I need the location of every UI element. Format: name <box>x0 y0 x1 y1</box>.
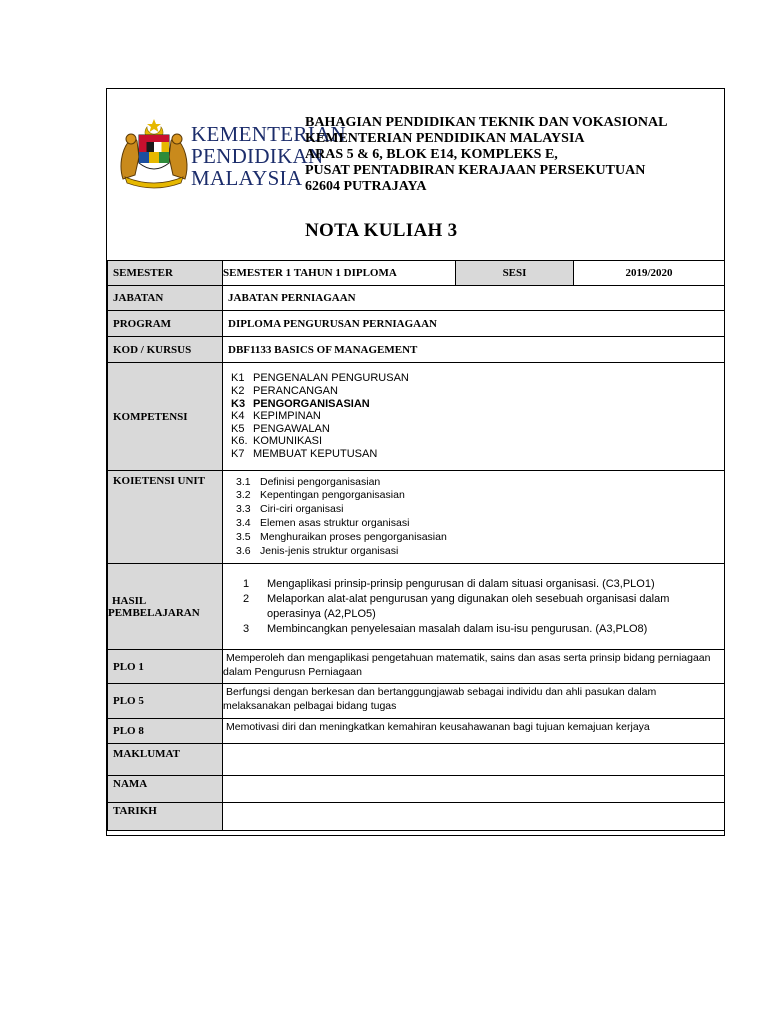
nama-label: NAMA <box>108 776 223 803</box>
lecture-note-sheet <box>106 88 725 836</box>
hasil-cell <box>223 564 725 650</box>
plo5-cell <box>223 684 725 719</box>
address-line: 62604 PUTRAJAYA <box>305 179 427 194</box>
plo8-label: PLO 8 <box>108 719 223 744</box>
list-item: 3.5 Menghuraikan proses pengorganisasian <box>236 530 447 543</box>
sesi-value: 2019/2020 <box>574 261 725 286</box>
sesi-label: SESI <box>456 261 574 286</box>
maklumat-field <box>223 744 725 776</box>
plo8-text: Memotivasi diri dan meningkatkan kemahiran keusahawanan bagi tujuan kemajuan kerjaya <box>226 721 650 733</box>
list-item: K6. KOMUNIKASI <box>231 435 323 448</box>
kompetensi-list <box>223 370 724 462</box>
hasil-label-line2: PEMBELAJARAN <box>108 606 200 619</box>
kompetensi-label: KOMPETENSI <box>108 363 223 471</box>
coat-of-arms-icon <box>117 117 191 189</box>
tarikh-field <box>223 803 725 831</box>
logo-text-line3: MALAYSIA <box>191 166 303 190</box>
list-item: 2 Melaporkan alat-alat pengurusan yang digunakan oleh sesebuah organisasi dalam operasinya (A2,PLO5) <box>243 592 670 620</box>
program-label: PROGRAM <box>108 311 223 337</box>
address-line: ARAS 5 & 6, BLOK E14, KOMPLEKS E, <box>305 147 558 162</box>
plo1-cell <box>223 650 725 684</box>
nama-field <box>223 776 725 803</box>
list-item: 3.3 Ciri-ciri organisasi <box>236 503 344 516</box>
hasil-list <box>223 573 724 641</box>
logo-text-line1: KEMENTERIAN <box>191 122 346 146</box>
kursus-label: KOD / KURSUS <box>108 337 223 363</box>
list-item: 1 Mengaplikasi prinsip-prinsip pengurusan di dalam situasi organisasi. (C3,PLO1) <box>243 577 655 590</box>
program-value: DIPLOMA PENGURUSAN PERNIAGAAN <box>223 311 725 337</box>
plo1-text: Memperoleh dan mengaplikasi pengetahuan matematik, sains dan asas serta prinsip bidang perniagaan dalam Pengurusn Perniagaan <box>223 652 711 678</box>
jabatan-value: JABATAN PERNIAGAAN <box>223 286 725 311</box>
semester-label: SEMESTER <box>108 261 223 286</box>
list-item-current: K3 PENGORGANISASIAN <box>231 397 370 410</box>
plo1-label: PLO 1 <box>108 650 223 684</box>
ministry-address <box>305 115 725 195</box>
plo5-text: Berfungsi dengan berkesan dan bertanggungjawab sebagai individu dan ahli pasukan dalam melaksanakan pelbagai bidang tugas <box>223 686 657 712</box>
address-line: KEMENTERIAN PENDIDIKAN MALAYSIA <box>305 131 585 146</box>
list-item: K1 PENGENALAN PENGURUSAN <box>231 372 409 385</box>
semester-value: SEMESTER 1 TAHUN 1 DIPLOMA <box>223 261 456 286</box>
document-title: NOTA KULIAH 3 <box>305 220 458 241</box>
list-item: K4 KEPIMPINAN <box>231 410 321 423</box>
plo8-cell <box>223 719 725 744</box>
unit-label: KOIETENSI UNIT <box>108 471 223 564</box>
list-item: K7 MEMBUAT KEPUTUSAN <box>231 447 378 460</box>
ministry-logo <box>117 117 346 190</box>
list-item: K2 PERANCANGAN <box>231 385 338 398</box>
maklumat-label: MAKLUMAT <box>108 744 223 776</box>
kursus-value: DBF1133 BASICS OF MANAGEMENT <box>223 337 725 363</box>
logo-text-line2: PENDIDIKAN <box>191 144 324 168</box>
jabatan-label: JABATAN <box>108 286 223 311</box>
list-item: 3.4 Elemen asas struktur organisasi <box>236 517 410 529</box>
list-item: 3.2 Kepentingan pengorganisasian <box>236 489 405 502</box>
list-item: 3 Membincangkan penyelesaian masalah dalam isu-isu pengurusan. (A3,PLO8) <box>243 622 648 635</box>
address-line: PUSAT PENTADBIRAN KERAJAAN PERSEKUTUAN <box>305 163 646 178</box>
tarikh-label: TARIKH <box>108 803 223 831</box>
hasil-label-line1: HASIL <box>112 594 147 607</box>
unit-list <box>223 473 724 562</box>
unit-cell <box>223 471 725 564</box>
course-info-table <box>107 260 725 831</box>
kompetensi-cell <box>223 363 725 471</box>
hasil-label <box>108 564 223 650</box>
address-line: BAHAGIAN PENDIDIKAN TEKNIK DAN VOKASIONAL <box>305 115 668 130</box>
list-item: 3.6 Jenis-jenis struktur organisasi <box>236 544 399 557</box>
plo5-label: PLO 5 <box>108 684 223 719</box>
list-item: 3.1 Definisi pengorganisasian <box>236 475 381 488</box>
list-item: K5 PENGAWALAN <box>231 422 330 435</box>
